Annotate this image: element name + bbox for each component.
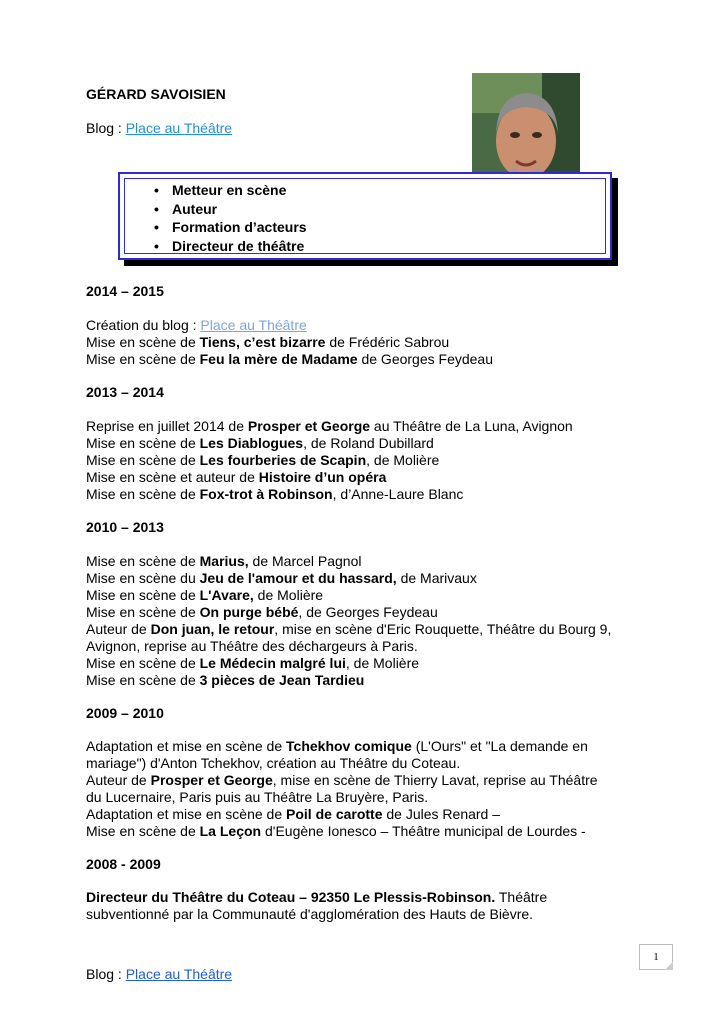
- entry-2009-2: mariage") d'Anton Tchekhov, création au Théâtre du Coteau.: [86, 755, 461, 771]
- entry-2009-5: Adaptation et mise en scène de Poil de carotte de Jules Renard –: [86, 806, 501, 822]
- section-heading-2009: 2009 – 2010: [86, 705, 164, 721]
- section-heading-2013: 2013 – 2014: [86, 384, 164, 400]
- entry-2008-2: subventionné par la Communauté d'agglomération des Hauts de Bièvre.: [86, 906, 534, 922]
- entry-2013-4: Mise en scène et auteur de Histoire d’un opéra: [86, 469, 387, 485]
- role-item: • Directeur de théâtre: [150, 237, 307, 256]
- entry-2013-3: Mise en scène de Les fourberies de Scapin, de Molière: [86, 452, 440, 468]
- entry-2014-1: Création du blog : Place au Théâtre: [86, 317, 307, 333]
- blog-link-footer[interactable]: Place au Théâtre: [125, 966, 233, 982]
- entry-2013-1: Reprise en juillet 2014 de Prosper et George au Théâtre de La Luna, Avignon: [86, 418, 573, 434]
- blog-label: Blog :: [86, 966, 126, 982]
- entry-2010-8: Mise en scène de 3 pièces de Jean Tardieu: [86, 672, 365, 688]
- entry-2010-7: Mise en scène de Le Médecin malgré lui, de Molière: [86, 655, 420, 671]
- entry-2010-1: Mise en scène de Marius, de Marcel Pagnol: [86, 553, 362, 569]
- blog-link-2014[interactable]: Place au Théâtre: [200, 317, 307, 333]
- entry-2010-4: Mise en scène de On purge bébé, de Georges Feydeau: [86, 604, 438, 620]
- section-heading-2008: 2008 - 2009: [86, 856, 161, 872]
- role-item: • Metteur en scène: [150, 181, 307, 200]
- entry-2009-3: Auteur de Prosper et George, mise en scène de Thierry Lavat, reprise au Théâtre: [86, 772, 598, 788]
- entry-2010-3: Mise en scène de L'Avare, de Molière: [86, 587, 324, 603]
- entry-2013-2: Mise en scène de Les Diablogues, de Roland Dubillard: [86, 435, 434, 451]
- person-name: GÉRARD SAVOISIEN: [86, 86, 226, 102]
- section-heading-2014: 2014 – 2015: [86, 283, 164, 299]
- role-item: • Formation d’acteurs: [150, 218, 307, 237]
- section-heading-2010: 2010 – 2013: [86, 519, 164, 535]
- entry-2010-2: Mise en scène du Jeu de l'amour et du hassard, de Marivaux: [86, 570, 477, 586]
- entry-2009-4: du Lucernaire, Paris puis au Théâtre La Bruyère, Paris.: [86, 789, 429, 805]
- entry-2008-1: Directeur du Théâtre du Coteau – 92350 Le Plessis-Robinson. Théâtre: [86, 889, 548, 905]
- entry-2010-6: Avignon, reprise au Théâtre des déchargeurs à Paris.: [86, 638, 418, 654]
- blog-line-header: [86, 120, 232, 137]
- roles-list: [150, 181, 307, 255]
- entry-2009-1: Adaptation et mise en scène de Tchekhov comique (L'Ours" et "La demande en: [86, 738, 588, 754]
- entry-2010-5: Auteur de Don juan, le retour, mise en scène d'Eric Rouquette, Théâtre du Bourg 9,: [86, 621, 612, 637]
- entry-2014-3: Mise en scène de Feu la mère de Madame de Georges Feydeau: [86, 351, 493, 367]
- entry-2013-5: Mise en scène de Fox-trot à Robinson, d’Anne-Laure Blanc: [86, 486, 464, 502]
- blog-label: Blog :: [86, 120, 126, 136]
- blog-link-header[interactable]: Place au Théâtre: [125, 120, 233, 136]
- entry-2014-2: Mise en scène de Tiens, c’est bizarre de Frédéric Sabrou: [86, 334, 450, 350]
- page-number: 1: [639, 944, 673, 970]
- blog-line-footer: [86, 966, 232, 983]
- role-item: • Auteur: [150, 200, 307, 219]
- entry-2009-6: Mise en scène de La Leçon d'Eugène Ionesco – Théâtre municipal de Lourdes -: [86, 823, 586, 839]
